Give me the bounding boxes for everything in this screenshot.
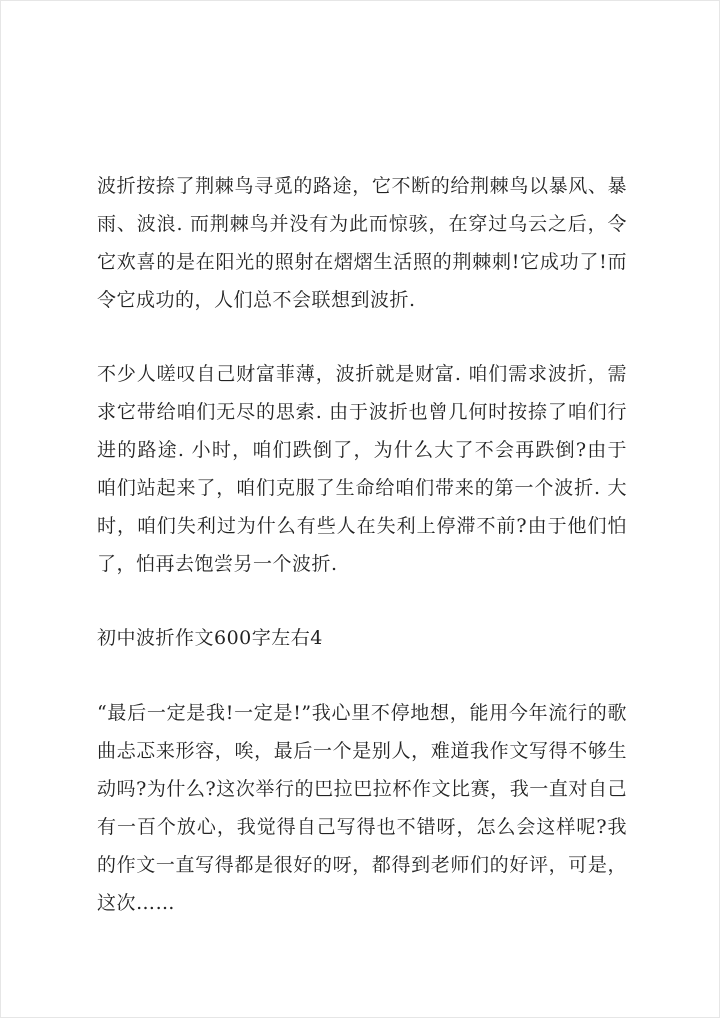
essay-heading: 初中波折作文600字左右4 <box>97 627 323 649</box>
paragraph-essay-contest: “最后一定是我!一定是!”我心里不停地想，能用今年流行的歌曲忐忑来形容，唉，最后一个是别人，难道我作文写得不够生动吗?为什么?这次举行的巴拉巴拉杯作文比赛，我一直对自己有一百个放心，我觉得自己写得也不错呀，怎么会这样呢?我的作文一直写得都是很好的呀，都得到老师们的好评，可是，这次…… <box>97 702 627 914</box>
paragraph-setback-is-wealth: 不少人嗟叹自己财富菲薄，波折就是财富. 咱们需求波折，需求它带给咱们无尽的思索. 由于波折也曾几何时按捺了咱们行进的路途. 小时，咱们跌倒了，为什么大了不会再跌倒?由于咱们站起来了，咱们克服了生命给咱们带来的第一个波折. 大时，咱们失利过为什么有些人在失利上停滞不前?由于他们怕了，怕再去饱尝另一个波折. <box>97 363 627 575</box>
paragraph-thorn-bird: 波折按捺了荆棘鸟寻觅的路途，它不断的给荆棘鸟以暴风、暴雨、波浪. 而荆棘鸟并没有为此而惊骇，在穿过乌云之后，令它欢喜的是在阳光的照射在熠熠生活照的荆棘刺!它成功了!而令它成功的，人们总不会联想到波折. <box>97 175 627 311</box>
